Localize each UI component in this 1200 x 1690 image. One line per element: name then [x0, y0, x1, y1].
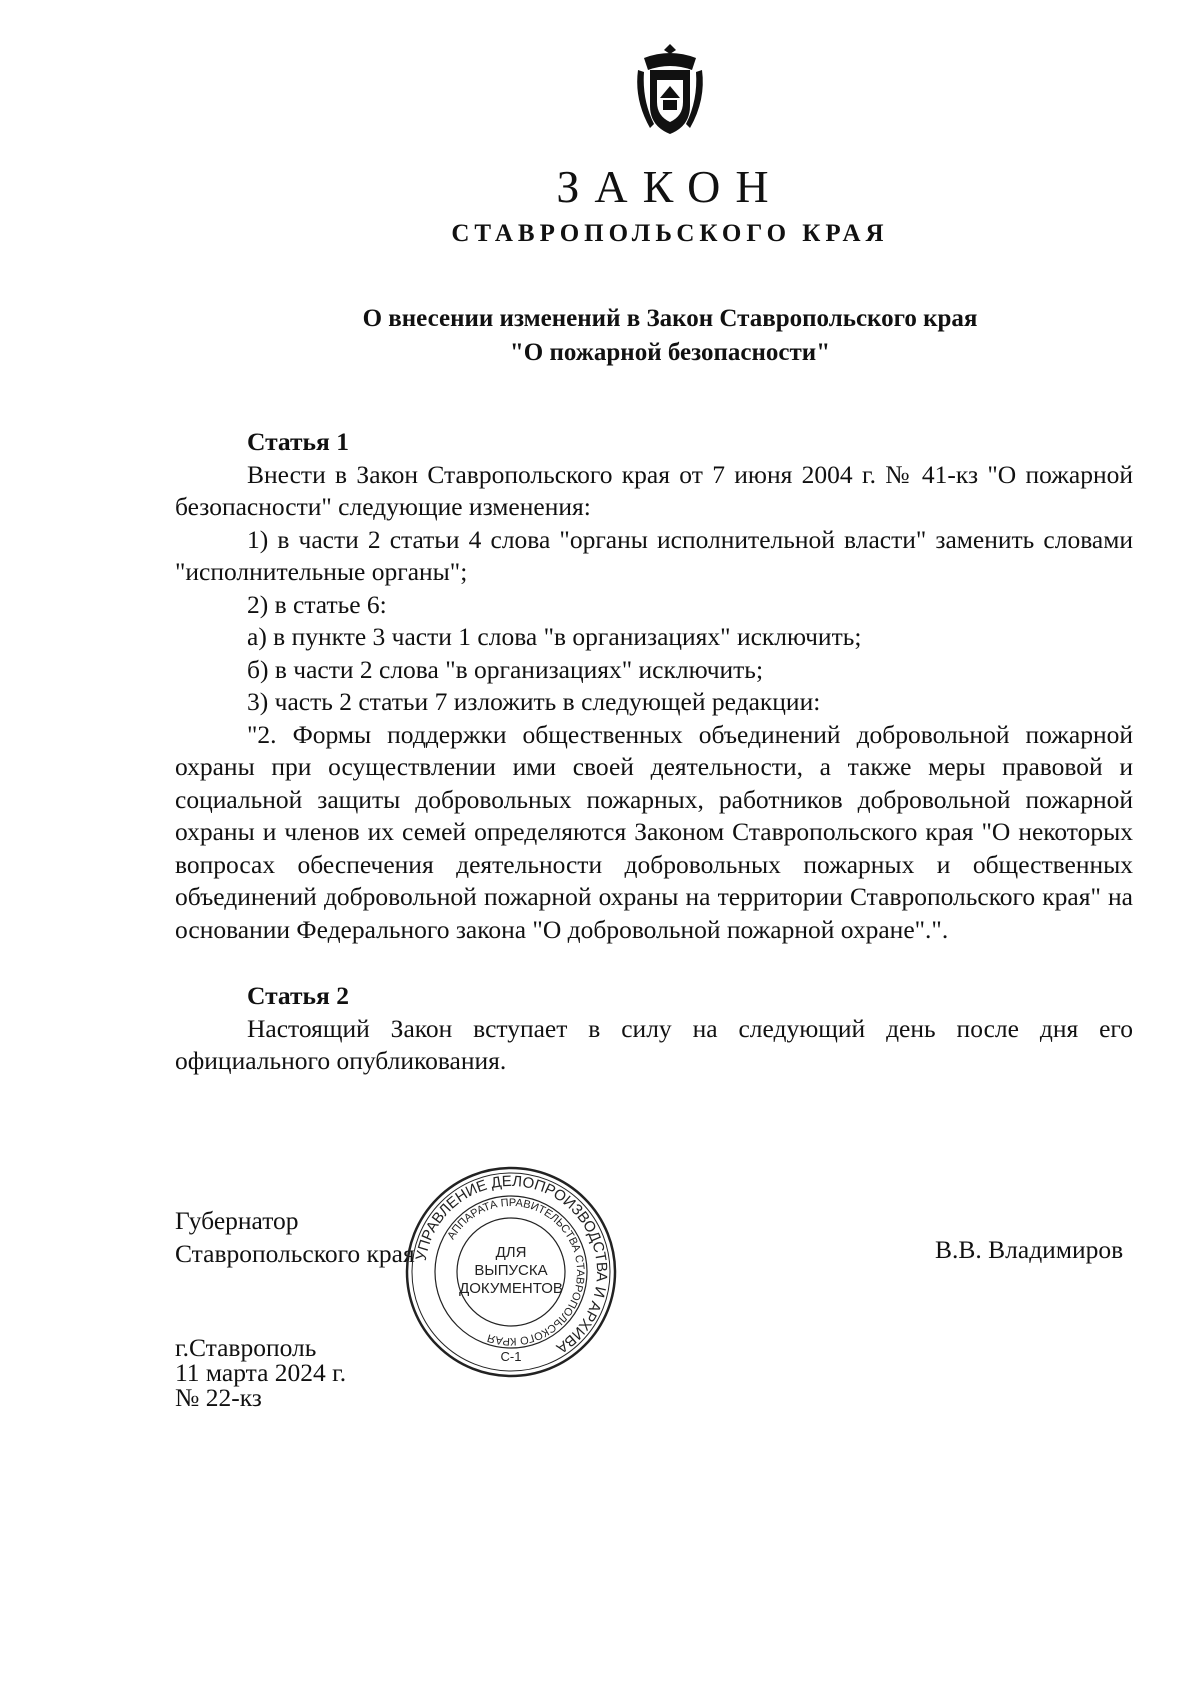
stamp-outer-text: УПРАВЛЕНИЕ ДЕЛОПРОИЗВОДСТВА И АРХИВА: [412, 1172, 611, 1357]
stamp-code: С-1: [500, 1349, 522, 1364]
stamp-center-line: ДОКУМЕНТОВ: [459, 1280, 563, 1297]
stamp-inner-text: АППАРАТА ПРАВИТЕЛЬСТВА СТАВРОПОЛЬСКОГО КРАЯ: [445, 1196, 587, 1348]
law-name-line: О внесении изменений в Закон Ставропольского края: [362, 305, 978, 332]
article-paragraph: Настоящий Закон вступает в силу на следующий день после дня его официального опубликования.: [175, 1013, 1133, 1075]
article-paragraph: а) в пункте 3 части 1 слова "в организациях" исключить;: [247, 622, 862, 651]
law-number: № 22-кз: [175, 1383, 262, 1412]
article-paragraph: 1) в части 2 статьи 4 слова "органы исполнительной власти" заменить словами "исполнительные органы";: [175, 524, 1133, 586]
signatory-name: В.В. Владимиров: [935, 1235, 1124, 1264]
city: г.Ставрополь: [175, 1333, 317, 1362]
document-body: [175, 426, 1133, 1078]
place-date-block: [175, 1335, 346, 1410]
article-paragraph: 2) в статье 6:: [247, 589, 387, 619]
stamp-center-text: [452, 1244, 570, 1298]
signatory-position: [175, 1204, 415, 1270]
coat-of-arms-icon: [630, 40, 710, 140]
law-name-line: "О пожарной безопасности": [509, 339, 831, 366]
document-title: ЗАКОН: [556, 161, 784, 212]
signatory-position-line: Губернатор: [175, 1206, 299, 1235]
document-subtitle: СТАВРОПОЛЬСКОГО КРАЯ: [451, 220, 889, 247]
signatory-position-line: Ставропольского края: [175, 1239, 415, 1268]
law-name: [0, 302, 1200, 370]
date: 11 марта 2024 г.: [175, 1358, 347, 1387]
article-paragraph: "2. Формы поддержки общественных объединений добровольной пожарной охраны при осуществлении ими своей деятельности, а также меры правовой и социальной защиты добровольных пожарных, работников добровольной пожарной охраны и членов их семей определяются Законом Ставропольского края "О некоторых вопросах обеспечения деятельности добровольных пожарных и общественных объединений добровольной пожарной охраны на территории Ставропольского края" на основании Федерального закона "О добровольной пожарной охране".".: [175, 719, 1133, 944]
article-paragraph: Внести в Закон Ставропольского края от 7 июня 2004 г. № 41-кз "О пожарной безопасности" следующие изменения:: [175, 459, 1133, 521]
article-paragraph: 3) часть 2 статьи 7 изложить в следующей редакции:: [247, 687, 821, 716]
article-heading: Статья 2: [247, 981, 349, 1010]
article-paragraph: б) в части 2 слова "в организациях" исключить;: [247, 654, 764, 684]
stamp-center-line: ДЛЯ: [495, 1244, 527, 1261]
article-heading: Статья 1: [247, 427, 349, 456]
stamp-center-line: ВЫПУСКА: [474, 1262, 548, 1279]
